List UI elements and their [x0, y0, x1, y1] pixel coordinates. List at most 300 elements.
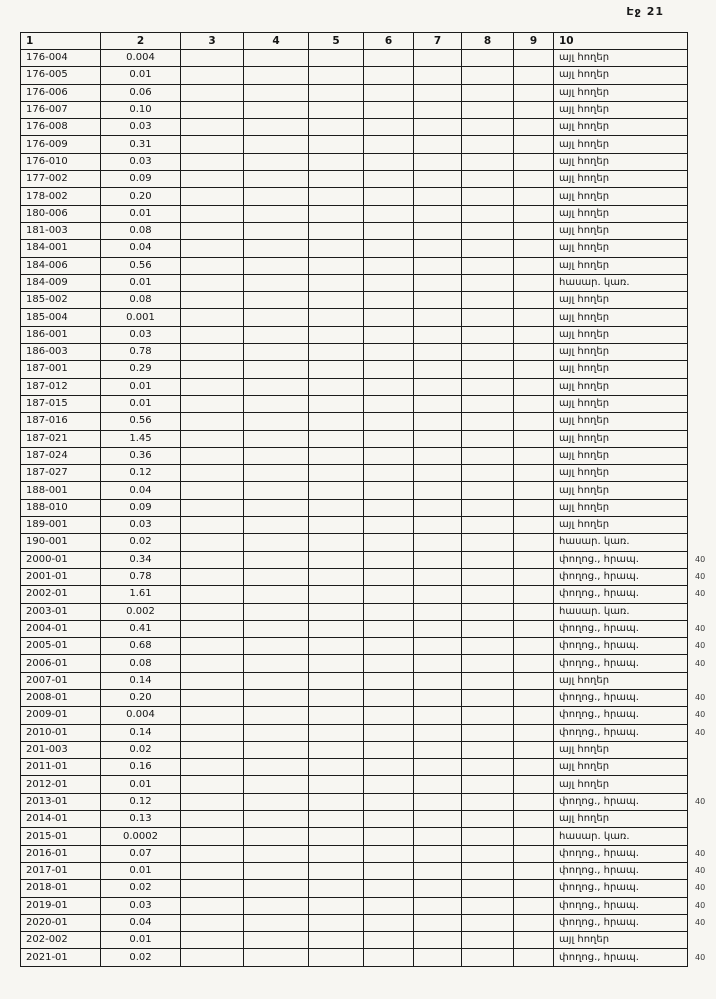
empty-cell-4	[244, 344, 309, 361]
empty-cell-7	[414, 274, 462, 291]
empty-cell-6	[364, 689, 414, 706]
empty-cell-3	[181, 793, 244, 810]
empty-cell-3	[181, 361, 244, 378]
empty-cell-5	[309, 949, 364, 966]
empty-cell-7	[414, 361, 462, 378]
empty-cell-5	[309, 568, 364, 585]
empty-cell-7	[414, 759, 462, 776]
margin-note: 40	[695, 866, 706, 876]
empty-cell-6	[364, 759, 414, 776]
empty-cell-5	[309, 361, 364, 378]
empty-cell-3	[181, 292, 244, 309]
empty-cell-8	[462, 776, 514, 793]
empty-cell-4	[244, 326, 309, 343]
area-value-cell: 0.01	[101, 205, 181, 222]
table-row	[21, 222, 716, 239]
parcel-code-cell: 2020-01	[21, 914, 101, 931]
empty-cell-8	[462, 655, 514, 672]
land-category-cell: այլ հողեր	[554, 465, 688, 482]
margin-note	[688, 188, 716, 205]
land-category-cell: այլ հողեր	[554, 292, 688, 309]
empty-cell-7	[414, 949, 462, 966]
empty-cell-5	[309, 292, 364, 309]
parcel-code-cell: 2005-01	[21, 638, 101, 655]
area-value-cell: 0.09	[101, 499, 181, 516]
area-value-cell: 0.56	[101, 257, 181, 274]
parcel-code-cell: 187-021	[21, 430, 101, 447]
table-row	[21, 655, 716, 672]
empty-cell-4	[244, 793, 309, 810]
empty-cell-3	[181, 811, 244, 828]
table-row	[21, 724, 716, 741]
empty-cell-5	[309, 499, 364, 516]
table-row	[21, 638, 716, 655]
empty-cell-8	[462, 672, 514, 689]
empty-cell-3	[181, 655, 244, 672]
parcel-code-cell: 202-002	[21, 932, 101, 949]
empty-cell-5	[309, 672, 364, 689]
empty-cell-3	[181, 707, 244, 724]
empty-cell-6	[364, 222, 414, 239]
empty-cell-3	[181, 222, 244, 239]
page-number-label: Էջ 21	[626, 5, 664, 18]
empty-cell-9	[514, 949, 554, 966]
empty-cell-3	[181, 568, 244, 585]
land-category-cell: այլ հողեր	[554, 309, 688, 326]
parcel-code-cell: 177-002	[21, 171, 101, 188]
land-category-cell: այլ հողեր	[554, 499, 688, 516]
empty-cell-8	[462, 171, 514, 188]
table-row	[21, 50, 716, 67]
table-row	[21, 482, 716, 499]
margin-note	[688, 447, 716, 464]
area-value-cell: 0.02	[101, 534, 181, 551]
empty-cell-9	[514, 707, 554, 724]
empty-cell-8	[462, 378, 514, 395]
margin-note: 40	[695, 848, 706, 858]
empty-cell-5	[309, 793, 364, 810]
empty-cell-6	[364, 171, 414, 188]
empty-cell-5	[309, 620, 364, 637]
empty-cell-8	[462, 188, 514, 205]
empty-cell-7	[414, 534, 462, 551]
empty-cell-9	[514, 517, 554, 534]
parcel-code-cell: 2017-01	[21, 862, 101, 879]
empty-cell-6	[364, 914, 414, 931]
parcel-code-cell: 181-003	[21, 222, 101, 239]
table-header	[21, 33, 716, 50]
land-category-cell: փողոց., հրապ.	[554, 707, 688, 724]
empty-cell-8	[462, 430, 514, 447]
empty-cell-3	[181, 413, 244, 430]
empty-cell-5	[309, 430, 364, 447]
empty-cell-9	[514, 430, 554, 447]
empty-cell-9	[514, 222, 554, 239]
empty-cell-9	[514, 793, 554, 810]
empty-cell-7	[414, 741, 462, 758]
empty-cell-9	[514, 344, 554, 361]
empty-cell-9	[514, 136, 554, 153]
empty-cell-4	[244, 361, 309, 378]
empty-cell-6	[364, 828, 414, 845]
parcel-code-cell: 176-005	[21, 67, 101, 84]
empty-cell-3	[181, 638, 244, 655]
area-value-cell: 0.02	[101, 949, 181, 966]
empty-cell-5	[309, 84, 364, 101]
empty-cell-6	[364, 672, 414, 689]
area-value-cell: 0.004	[101, 707, 181, 724]
empty-cell-3	[181, 326, 244, 343]
margin-note	[688, 759, 716, 776]
empty-cell-8	[462, 811, 514, 828]
empty-cell-5	[309, 845, 364, 862]
empty-cell-8	[462, 880, 514, 897]
table-row	[21, 205, 716, 222]
empty-cell-6	[364, 430, 414, 447]
area-value-cell: 0.78	[101, 568, 181, 585]
empty-cell-3	[181, 517, 244, 534]
empty-cell-5	[309, 586, 364, 603]
table-row	[21, 136, 716, 153]
empty-cell-4	[244, 672, 309, 689]
table-row	[21, 240, 716, 257]
empty-cell-7	[414, 880, 462, 897]
empty-cell-9	[514, 655, 554, 672]
empty-cell-6	[364, 378, 414, 395]
empty-cell-4	[244, 517, 309, 534]
empty-cell-4	[244, 949, 309, 966]
empty-cell-7	[414, 171, 462, 188]
empty-cell-6	[364, 932, 414, 949]
empty-cell-4	[244, 50, 309, 67]
area-value-cell: 0.78	[101, 344, 181, 361]
land-category-cell: այլ հողեր	[554, 482, 688, 499]
empty-cell-3	[181, 465, 244, 482]
empty-cell-8	[462, 413, 514, 430]
empty-cell-3	[181, 776, 244, 793]
land-category-cell: այլ հողեր	[554, 395, 688, 412]
table-row	[21, 603, 716, 620]
empty-cell-5	[309, 638, 364, 655]
table-row	[21, 292, 716, 309]
parcel-code-cell: 176-006	[21, 84, 101, 101]
parcel-code-cell: 184-006	[21, 257, 101, 274]
empty-cell-8	[462, 292, 514, 309]
table-body	[21, 50, 716, 967]
table-row	[21, 932, 716, 949]
empty-cell-3	[181, 482, 244, 499]
area-value-cell: 0.16	[101, 759, 181, 776]
parcel-code-cell: 184-009	[21, 274, 101, 291]
empty-cell-7	[414, 914, 462, 931]
empty-cell-9	[514, 828, 554, 845]
table-row	[21, 707, 716, 724]
margin-note	[688, 153, 716, 170]
empty-cell-7	[414, 672, 462, 689]
area-value-cell: 0.08	[101, 655, 181, 672]
empty-cell-8	[462, 638, 514, 655]
empty-cell-3	[181, 828, 244, 845]
parcel-code-cell: 180-006	[21, 205, 101, 222]
table-row	[21, 897, 716, 914]
empty-cell-3	[181, 551, 244, 568]
empty-cell-8	[462, 897, 514, 914]
column-header: 3	[181, 33, 244, 50]
empty-cell-4	[244, 551, 309, 568]
table-row	[21, 759, 716, 776]
empty-cell-7	[414, 292, 462, 309]
empty-cell-5	[309, 517, 364, 534]
table-row	[21, 499, 716, 516]
table-row	[21, 326, 716, 343]
empty-cell-9	[514, 897, 554, 914]
area-value-cell: 0.08	[101, 292, 181, 309]
land-category-cell: փողոց., հրապ.	[554, 689, 688, 706]
empty-cell-9	[514, 880, 554, 897]
margin-note	[688, 240, 716, 257]
land-category-cell: հասար. կառ.	[554, 603, 688, 620]
parcel-code-cell: 2009-01	[21, 707, 101, 724]
empty-cell-8	[462, 914, 514, 931]
empty-cell-3	[181, 672, 244, 689]
empty-cell-6	[364, 274, 414, 291]
empty-cell-9	[514, 395, 554, 412]
empty-cell-7	[414, 932, 462, 949]
empty-cell-6	[364, 101, 414, 118]
table-row	[21, 361, 716, 378]
margin-note	[688, 499, 716, 516]
empty-cell-8	[462, 465, 514, 482]
area-value-cell: 0.03	[101, 517, 181, 534]
area-value-cell: 0.09	[101, 171, 181, 188]
margin-note: 40	[695, 623, 706, 633]
empty-cell-4	[244, 534, 309, 551]
empty-cell-6	[364, 84, 414, 101]
parcel-code-cell: 188-010	[21, 499, 101, 516]
empty-cell-9	[514, 534, 554, 551]
table-row	[21, 430, 716, 447]
empty-cell-4	[244, 188, 309, 205]
land-category-cell: փողոց., հրապ.	[554, 845, 688, 862]
area-value-cell: 0.12	[101, 793, 181, 810]
empty-cell-5	[309, 759, 364, 776]
empty-cell-7	[414, 205, 462, 222]
empty-cell-9	[514, 689, 554, 706]
land-category-cell: այլ հողեր	[554, 430, 688, 447]
empty-cell-6	[364, 897, 414, 914]
parcel-code-cell: 190-001	[21, 534, 101, 551]
margin-note	[688, 205, 716, 222]
margin-note	[688, 413, 716, 430]
margin-note	[688, 292, 716, 309]
empty-cell-5	[309, 326, 364, 343]
empty-cell-4	[244, 724, 309, 741]
empty-cell-9	[514, 759, 554, 776]
empty-cell-3	[181, 499, 244, 516]
land-category-cell: այլ հողեր	[554, 361, 688, 378]
empty-cell-5	[309, 534, 364, 551]
land-category-cell: այլ հողեր	[554, 257, 688, 274]
margin-note: 40	[695, 883, 706, 893]
empty-cell-9	[514, 638, 554, 655]
parcel-code-cell: 2011-01	[21, 759, 101, 776]
empty-cell-5	[309, 880, 364, 897]
table-row	[21, 776, 716, 793]
land-category-cell: այլ հողեր	[554, 153, 688, 170]
column-header: 4	[244, 33, 309, 50]
empty-cell-6	[364, 517, 414, 534]
empty-cell-5	[309, 344, 364, 361]
area-value-cell: 0.0002	[101, 828, 181, 845]
table-row	[21, 880, 716, 897]
parcel-code-cell: 176-008	[21, 119, 101, 136]
area-value-cell: 1.45	[101, 430, 181, 447]
empty-cell-4	[244, 240, 309, 257]
parcel-code-cell: 187-015	[21, 395, 101, 412]
empty-cell-3	[181, 395, 244, 412]
land-category-cell: այլ հողեր	[554, 101, 688, 118]
area-value-cell: 0.20	[101, 689, 181, 706]
table-row	[21, 620, 716, 637]
empty-cell-8	[462, 862, 514, 879]
empty-cell-8	[462, 568, 514, 585]
empty-cell-8	[462, 361, 514, 378]
land-category-cell: փողոց., հրապ.	[554, 880, 688, 897]
empty-cell-9	[514, 620, 554, 637]
empty-cell-9	[514, 326, 554, 343]
table-row	[21, 793, 716, 810]
empty-cell-9	[514, 741, 554, 758]
empty-cell-7	[414, 551, 462, 568]
empty-cell-5	[309, 309, 364, 326]
land-category-cell: այլ հողեր	[554, 222, 688, 239]
empty-cell-6	[364, 811, 414, 828]
empty-cell-4	[244, 119, 309, 136]
empty-cell-9	[514, 171, 554, 188]
empty-cell-3	[181, 257, 244, 274]
table-header-row	[21, 33, 716, 50]
area-value-cell: 0.20	[101, 188, 181, 205]
margin-note	[688, 378, 716, 395]
empty-cell-3	[181, 344, 244, 361]
table-row	[21, 171, 716, 188]
margin-note	[688, 257, 716, 274]
margin-note	[688, 672, 716, 689]
empty-cell-6	[364, 880, 414, 897]
empty-cell-8	[462, 67, 514, 84]
column-header: 2	[101, 33, 181, 50]
empty-cell-6	[364, 551, 414, 568]
table-row	[21, 395, 716, 412]
empty-cell-7	[414, 828, 462, 845]
parcel-code-cell: 189-001	[21, 517, 101, 534]
empty-cell-6	[364, 793, 414, 810]
empty-cell-3	[181, 603, 244, 620]
parcel-code-cell: 176-004	[21, 50, 101, 67]
empty-cell-5	[309, 932, 364, 949]
empty-cell-8	[462, 84, 514, 101]
empty-cell-9	[514, 586, 554, 603]
column-header: 5	[309, 33, 364, 50]
margin-note	[688, 517, 716, 534]
empty-cell-6	[364, 395, 414, 412]
empty-cell-9	[514, 568, 554, 585]
empty-cell-9	[514, 776, 554, 793]
empty-cell-6	[364, 603, 414, 620]
empty-cell-5	[309, 689, 364, 706]
empty-cell-9	[514, 551, 554, 568]
empty-cell-6	[364, 413, 414, 430]
empty-cell-9	[514, 845, 554, 862]
empty-cell-4	[244, 620, 309, 637]
empty-cell-6	[364, 586, 414, 603]
empty-cell-8	[462, 119, 514, 136]
empty-cell-9	[514, 482, 554, 499]
empty-cell-5	[309, 378, 364, 395]
empty-cell-5	[309, 655, 364, 672]
empty-cell-4	[244, 136, 309, 153]
empty-cell-6	[364, 153, 414, 170]
area-value-cell: 0.10	[101, 101, 181, 118]
parcel-code-cell: 2013-01	[21, 793, 101, 810]
empty-cell-9	[514, 240, 554, 257]
land-category-cell: այլ հողեր	[554, 447, 688, 464]
empty-cell-5	[309, 482, 364, 499]
empty-cell-6	[364, 620, 414, 637]
area-value-cell: 0.36	[101, 447, 181, 464]
table-row	[21, 845, 716, 862]
parcel-code-cell: 2021-01	[21, 949, 101, 966]
empty-cell-9	[514, 361, 554, 378]
parcel-code-cell: 184-001	[21, 240, 101, 257]
empty-cell-9	[514, 188, 554, 205]
parcel-code-cell: 187-027	[21, 465, 101, 482]
land-category-cell: այլ հողեր	[554, 171, 688, 188]
empty-cell-6	[364, 67, 414, 84]
empty-cell-3	[181, 153, 244, 170]
parcel-code-cell: 186-001	[21, 326, 101, 343]
parcel-code-cell: 2014-01	[21, 811, 101, 828]
empty-cell-3	[181, 880, 244, 897]
empty-cell-6	[364, 655, 414, 672]
empty-cell-6	[364, 776, 414, 793]
land-category-cell: հասար. կառ.	[554, 534, 688, 551]
empty-cell-4	[244, 257, 309, 274]
empty-cell-8	[462, 257, 514, 274]
empty-cell-4	[244, 586, 309, 603]
empty-cell-4	[244, 171, 309, 188]
empty-cell-3	[181, 741, 244, 758]
empty-cell-9	[514, 413, 554, 430]
empty-cell-3	[181, 101, 244, 118]
empty-cell-7	[414, 153, 462, 170]
area-value-cell: 0.04	[101, 482, 181, 499]
empty-cell-6	[364, 240, 414, 257]
empty-cell-9	[514, 447, 554, 464]
area-value-cell: 0.68	[101, 638, 181, 655]
empty-cell-7	[414, 430, 462, 447]
empty-cell-6	[364, 482, 414, 499]
area-value-cell: 0.02	[101, 741, 181, 758]
empty-cell-6	[364, 326, 414, 343]
empty-cell-9	[514, 499, 554, 516]
empty-cell-8	[462, 240, 514, 257]
margin-note	[688, 534, 716, 551]
parcel-code-cell: 185-004	[21, 309, 101, 326]
margin-note	[688, 811, 716, 828]
area-value-cell: 0.04	[101, 914, 181, 931]
area-value-cell: 0.04	[101, 240, 181, 257]
